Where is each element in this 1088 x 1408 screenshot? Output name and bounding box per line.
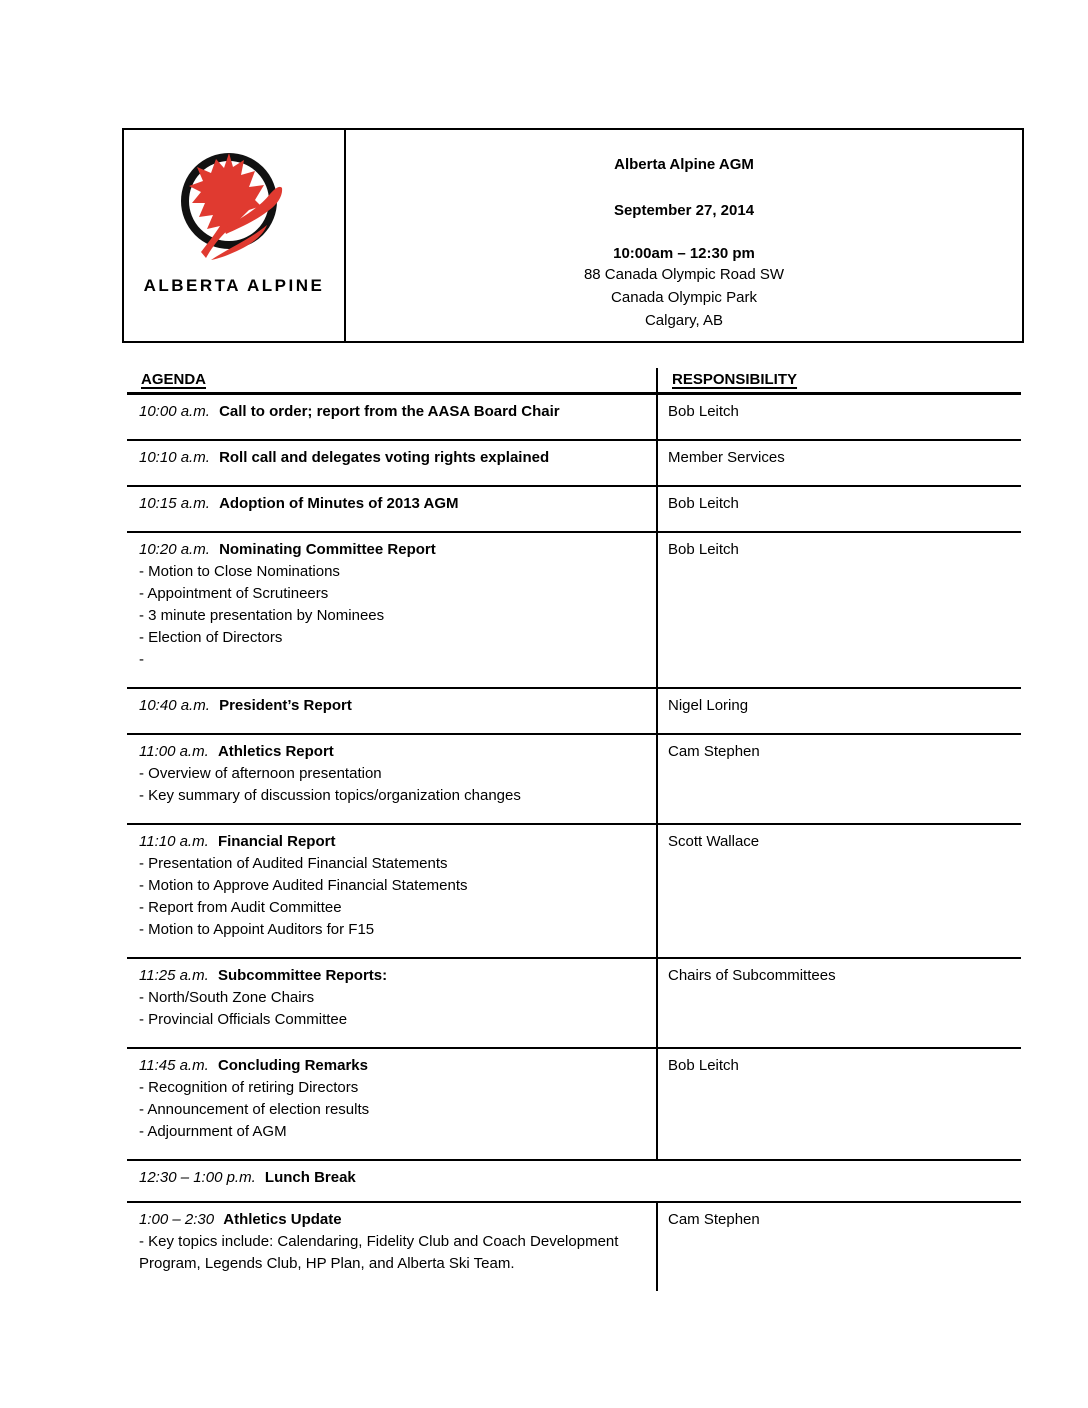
agenda-time: 11:45 a.m. (139, 1057, 209, 1074)
responsibility-cell (656, 1203, 1021, 1291)
agenda-cell (127, 487, 656, 531)
agenda-table (127, 368, 1021, 1291)
agenda-item-title: Roll call and delegates voting rights explained (219, 449, 550, 466)
table-row (127, 733, 1021, 823)
agenda-cell (127, 533, 656, 687)
agenda-title-line (139, 447, 642, 469)
agenda-time: 1:00 – 2:30 (139, 1211, 215, 1228)
logo-cell (124, 130, 346, 341)
agenda-subitem: - Appointment of Scrutineers (139, 585, 329, 602)
responsibility-name: Member Services (668, 449, 785, 466)
agenda-subitem: - Report from Audit Committee (139, 899, 342, 916)
responsibility-name: Chairs of Subcommittees (668, 967, 836, 984)
agenda-time: 11:25 a.m. (139, 967, 209, 984)
agenda-title-line (139, 965, 642, 987)
responsibility-header-label: RESPONSIBILITY (672, 371, 798, 388)
address-line-1: 88 Canada Olympic Road SW (583, 266, 785, 283)
agenda-subitem: - Motion to Appoint Auditors for F15 (139, 921, 375, 938)
agenda-table-header (127, 368, 1021, 395)
table-row (127, 1047, 1021, 1159)
agenda-time: 10:20 a.m. (139, 541, 210, 558)
agenda-table-body (127, 395, 1021, 1291)
responsibility-name: Cam Stephen (668, 743, 760, 760)
agenda-item-title: Nominating Committee Report (219, 541, 436, 558)
agenda-cell (127, 959, 656, 1047)
agenda-subitem: - (139, 651, 144, 668)
meeting-date: September 27, 2014 (613, 202, 755, 219)
table-row (127, 823, 1021, 957)
agenda-title-line (139, 1167, 1007, 1189)
agenda-time: 11:00 a.m. (139, 743, 209, 760)
responsibility-column-header (656, 368, 1021, 392)
agenda-subitem: - North/South Zone Chairs (139, 989, 315, 1006)
agenda-title-line (139, 741, 642, 763)
agenda-cell (127, 441, 656, 485)
table-row (127, 687, 1021, 733)
agenda-title-line (139, 401, 642, 423)
agenda-subitem: - Recognition of retiring Directors (139, 1079, 359, 1096)
agenda-title-line (139, 539, 642, 561)
responsibility-cell (656, 735, 1021, 823)
logo-wordmark: ALBERTA ALPINE (143, 276, 325, 295)
responsibility-cell (656, 959, 1021, 1047)
responsibility-cell (656, 533, 1021, 687)
agenda-subitem: - Presentation of Audited Financial Statements (139, 855, 448, 872)
table-row (127, 439, 1021, 485)
agenda-time: 10:15 a.m. (139, 495, 210, 512)
meeting-time-range: 10:00am – 12:30 pm (613, 245, 755, 262)
agenda-header-label: AGENDA (141, 371, 207, 388)
agenda-time: 10:10 a.m. (139, 449, 210, 466)
responsibility-cell (656, 395, 1021, 439)
table-row (127, 395, 1021, 439)
responsibility-name: Bob Leitch (668, 1057, 739, 1074)
agenda-title-line (139, 695, 642, 717)
agenda-subitem: - Key summary of discussion topics/organization changes (139, 787, 521, 804)
agenda-subitem: - Announcement of election results (139, 1101, 370, 1118)
agenda-item-title: Concluding Remarks (217, 1057, 368, 1074)
responsibility-name: Bob Leitch (668, 495, 739, 512)
address-line-2: Canada Olympic Park (611, 289, 757, 306)
agenda-item-title: Athletics Update (223, 1211, 342, 1228)
agenda-item-title: Lunch Break (264, 1169, 356, 1186)
agenda-item-title: Financial Report (217, 833, 336, 850)
agenda-title-line (139, 1209, 642, 1231)
agenda-subitem: - Election of Directors (139, 629, 283, 646)
responsibility-cell (656, 825, 1021, 957)
agenda-item-title: Subcommittee Reports: (217, 967, 388, 984)
address-line-3: Calgary, AB (644, 312, 724, 329)
agenda-cell (127, 735, 656, 823)
agenda-time: 10:00 a.m. (139, 403, 210, 420)
agenda-subitem: - Motion to Approve Audited Financial Statements (139, 877, 468, 894)
agenda-subitem: - Overview of afternoon presentation (139, 765, 382, 782)
agenda-time: 12:30 – 1:00 p.m. (139, 1169, 256, 1186)
responsibility-cell (656, 441, 1021, 485)
responsibility-name: Bob Leitch (668, 541, 739, 558)
agenda-cell (127, 689, 656, 733)
agenda-cell (127, 825, 656, 957)
header-info-cell (346, 130, 1022, 341)
table-row (127, 1159, 1021, 1201)
responsibility-name: Bob Leitch (668, 403, 739, 420)
responsibility-name: Scott Wallace (668, 833, 760, 850)
agenda-title-line (139, 493, 642, 515)
meeting-title: Alberta Alpine AGM (614, 156, 754, 173)
agenda-cell (127, 1203, 656, 1291)
agenda-cell (127, 1049, 656, 1159)
header-box (122, 128, 1024, 343)
agenda-item-title: President’s Report (219, 697, 352, 714)
table-row (127, 485, 1021, 531)
responsibility-cell (656, 1049, 1021, 1159)
responsibility-name: Cam Stephen (668, 1211, 760, 1228)
agenda-subitem: - 3 minute presentation by Nominees (139, 607, 385, 624)
agenda-title-line (139, 1055, 642, 1077)
responsibility-name: Nigel Loring (668, 697, 749, 714)
agenda-item-title: Call to order; report from the AASA Board Chair (219, 403, 560, 420)
agenda-time: 11:10 a.m. (139, 833, 209, 850)
agenda-subitem: - Key topics include: Calendaring, Fidelity Club and Coach Development Program, Legends Club, HP Plan, and Alberta Ski Team. (139, 1233, 619, 1272)
agenda-time: 10:40 a.m. (139, 697, 210, 714)
table-row (127, 1201, 1021, 1291)
agenda-subitem: - Motion to Close Nominations (139, 563, 340, 580)
agenda-cell (127, 395, 656, 439)
responsibility-cell (656, 487, 1021, 531)
table-row (127, 957, 1021, 1047)
table-row (127, 531, 1021, 687)
agenda-item-title: Adoption of Minutes of 2013 AGM (219, 495, 459, 512)
agenda-cell (127, 1161, 1021, 1201)
agenda-column-header (127, 368, 656, 392)
responsibility-cell (656, 689, 1021, 733)
agenda-subitem: - Adjournment of AGM (139, 1123, 287, 1140)
agenda-title-line (139, 831, 642, 853)
alberta-alpine-logo-icon (168, 148, 300, 270)
agenda-subitem: - Provincial Officials Committee (139, 1011, 348, 1028)
agenda-item-title: Athletics Report (217, 743, 334, 760)
